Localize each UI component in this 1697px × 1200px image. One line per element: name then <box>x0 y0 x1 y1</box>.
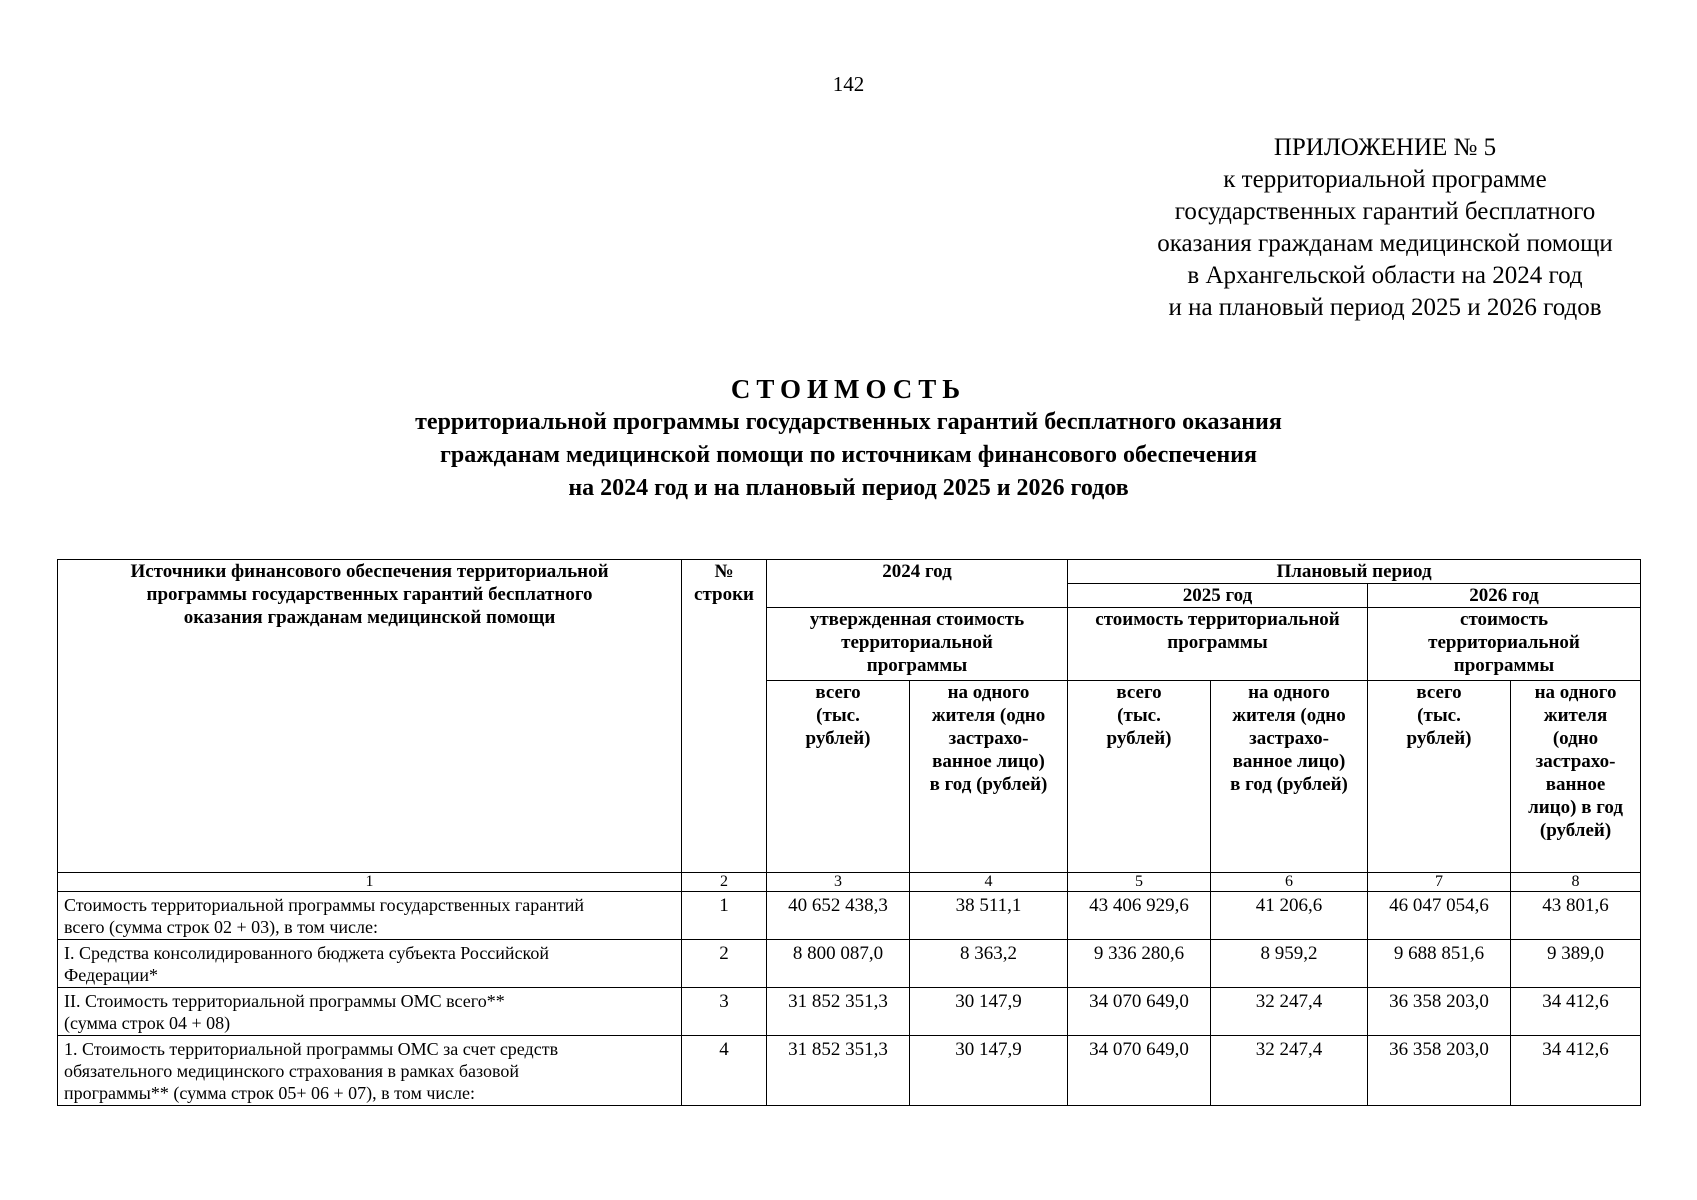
column-number-row <box>58 873 1641 892</box>
column-number: 8 <box>1511 873 1641 892</box>
header-cost-line: территориальной <box>841 632 993 653</box>
header-per-person-line: на одного <box>1248 682 1330 703</box>
column-number: 5 <box>1068 873 1211 892</box>
header-per-person-line: в год (рублей) <box>929 774 1048 795</box>
table-row <box>58 988 1641 1036</box>
header-total-line: рублей) <box>805 728 871 749</box>
value-cell: 38 511,1 <box>910 892 1068 940</box>
header-cost-2026 <box>1368 608 1641 681</box>
header-per-person-2026 <box>1511 681 1641 873</box>
appendix-line: к территориальной программе <box>1223 166 1547 193</box>
value-cell: 30 147,9 <box>910 988 1068 1036</box>
header-per-person-line: ванное <box>1545 774 1606 795</box>
row-source <box>58 988 682 1036</box>
table-row <box>58 940 1641 988</box>
header-per-person-line: (одно <box>1552 728 1599 749</box>
header-cost-line: стоимость территориальной <box>1095 609 1340 630</box>
column-number: 6 <box>1211 873 1368 892</box>
table-row <box>58 892 1641 940</box>
row-source <box>58 1036 682 1106</box>
row-source-line: всего (сумма строк 02 + 03), в том числе: <box>64 917 378 937</box>
header-rowno-line: строки <box>694 584 754 605</box>
column-number: 2 <box>682 873 767 892</box>
appendix-line: оказания гражданам медицинской помощи <box>1157 230 1613 257</box>
header-per-person-line: на одного <box>947 682 1030 703</box>
header-cost-2024 <box>767 608 1068 681</box>
column-number: 4 <box>910 873 1068 892</box>
header-cost-line: стоимость <box>1460 609 1548 630</box>
value-cell: 9 336 280,6 <box>1068 940 1211 988</box>
value-cell: 34 412,6 <box>1511 1036 1641 1106</box>
value-cell: 8 363,2 <box>910 940 1068 988</box>
header-per-person-line: (рублей) <box>1539 820 1612 841</box>
row-source <box>58 940 682 988</box>
header-cost-line: территориальной <box>1428 632 1580 653</box>
row-source-line: программы** (сумма строк 05+ 06 + 07), в том числе: <box>64 1083 475 1103</box>
title-line: на 2024 год и на плановый период 2025 и 2026 годов <box>568 475 1129 501</box>
header-source-line: Источники финансового обеспечения территориальной <box>130 561 609 582</box>
value-cell: 36 358 203,0 <box>1368 988 1511 1036</box>
header-cost-line: утвержденная стоимость <box>809 609 1025 630</box>
header-per-person-line: застрахо- <box>1249 728 1329 749</box>
appendix-line: государственных гарантий бесплатного <box>1174 198 1596 225</box>
column-number: 3 <box>767 873 910 892</box>
header-cost-line: программы <box>1453 655 1555 676</box>
value-cell: 41 206,6 <box>1211 892 1368 940</box>
header-year-2025: 2025 год <box>1068 584 1368 608</box>
value-cell: 8 800 087,0 <box>767 940 910 988</box>
row-number: 3 <box>682 988 767 1036</box>
header-total-2026 <box>1368 681 1511 873</box>
header-row-number <box>682 560 767 873</box>
header-total-line: (тыс. <box>1117 705 1161 726</box>
header-total-2024 <box>767 681 910 873</box>
header-rowno-line: № <box>714 561 734 582</box>
header-source <box>58 560 682 873</box>
header-year-2026: 2026 год <box>1368 584 1641 608</box>
row-source-line: (сумма строк 04 + 08) <box>64 1013 231 1033</box>
appendix-line: в Архангельской области на 2024 год <box>1187 262 1583 289</box>
value-cell: 31 852 351,3 <box>767 988 910 1036</box>
row-source-line: I. Средства консолидированного бюджета субъекта Российской <box>64 943 550 963</box>
header-row <box>58 560 1641 584</box>
header-total-2025 <box>1068 681 1211 873</box>
value-cell: 9 389,0 <box>1511 940 1641 988</box>
header-per-person-line: застрахо- <box>948 728 1029 749</box>
cost-table <box>57 559 1641 1106</box>
value-cell: 36 358 203,0 <box>1368 1036 1511 1106</box>
header-per-person-2025 <box>1211 681 1368 873</box>
value-cell: 34 070 649,0 <box>1068 988 1211 1036</box>
value-cell: 8 959,2 <box>1211 940 1368 988</box>
value-cell: 43 406 929,6 <box>1068 892 1211 940</box>
value-cell: 30 147,9 <box>910 1036 1068 1106</box>
value-cell: 43 801,6 <box>1511 892 1641 940</box>
row-source <box>58 892 682 940</box>
row-number: 1 <box>682 892 767 940</box>
row-source-line: обязательного медицинского страхования в рамках базовой <box>64 1061 520 1081</box>
value-cell: 32 247,4 <box>1211 1036 1368 1106</box>
column-number: 7 <box>1368 873 1511 892</box>
header-per-person-line: лицо) в год <box>1528 797 1623 818</box>
title-line: гражданам медицинской помощи по источникам финансового обеспечения <box>440 442 1257 468</box>
row-source-line: II. Стоимость территориальной программы ОМС всего** <box>64 991 505 1011</box>
header-year-2024: 2024 год <box>767 560 1068 608</box>
header-total-line: рублей) <box>1406 728 1472 749</box>
page-number: 142 <box>832 72 865 96</box>
header-per-person-line: жителя <box>1543 705 1608 726</box>
row-number: 4 <box>682 1036 767 1106</box>
header-per-person-line: жителя (одно <box>1232 705 1346 726</box>
row-source-line: Федерации* <box>64 965 159 985</box>
appendix-line: ПРИЛОЖЕНИЕ № 5 <box>1273 134 1497 161</box>
header-per-person-line: застрахо- <box>1535 751 1616 772</box>
header-planned-period: Плановый период <box>1068 560 1641 584</box>
header-cost-line: программы <box>1167 632 1268 653</box>
header-total-line: всего <box>1116 682 1162 703</box>
header-per-person-2024 <box>910 681 1068 873</box>
header-source-line: программы государственных гарантий бесплатного <box>146 584 593 605</box>
document-title <box>0 372 1697 505</box>
title-heading: СТОИМОСТЬ <box>730 374 967 404</box>
row-number: 2 <box>682 940 767 988</box>
row-source-line: 1. Стоимость территориальной программы ОМС за счет средств <box>64 1039 559 1059</box>
header-total-line: рублей) <box>1106 728 1172 749</box>
value-cell: 34 070 649,0 <box>1068 1036 1211 1106</box>
header-per-person-line: ванное лицо) <box>1232 751 1346 772</box>
header-cost-line: программы <box>866 655 968 676</box>
header-cost-2025 <box>1068 608 1368 681</box>
header-source-line: оказания гражданам медицинской помощи <box>183 607 556 628</box>
value-cell: 9 688 851,6 <box>1368 940 1511 988</box>
value-cell: 46 047 054,6 <box>1368 892 1511 940</box>
column-number: 1 <box>58 873 682 892</box>
header-total-line: (тыс. <box>816 705 860 726</box>
value-cell: 31 852 351,3 <box>767 1036 910 1106</box>
header-per-person-line: в год (рублей) <box>1230 774 1348 795</box>
header-total-line: всего <box>815 682 861 703</box>
value-cell: 34 412,6 <box>1511 988 1641 1036</box>
header-total-line: всего <box>1416 682 1462 703</box>
appendix-line: и на плановый период 2025 и 2026 годов <box>1168 294 1602 321</box>
table-row <box>58 1036 1641 1106</box>
title-line: территориальной программы государственных гарантий бесплатного оказания <box>415 409 1282 435</box>
header-per-person-line: на одного <box>1534 682 1617 703</box>
header-per-person-line: жителя (одно <box>931 705 1046 726</box>
appendix-block <box>1080 132 1690 324</box>
value-cell: 40 652 438,3 <box>767 892 910 940</box>
value-cell: 32 247,4 <box>1211 988 1368 1036</box>
header-total-line: (тыс. <box>1417 705 1461 726</box>
header-per-person-line: ванное лицо) <box>932 751 1045 772</box>
row-source-line: Стоимость территориальной программы государственных гарантий <box>64 895 585 915</box>
